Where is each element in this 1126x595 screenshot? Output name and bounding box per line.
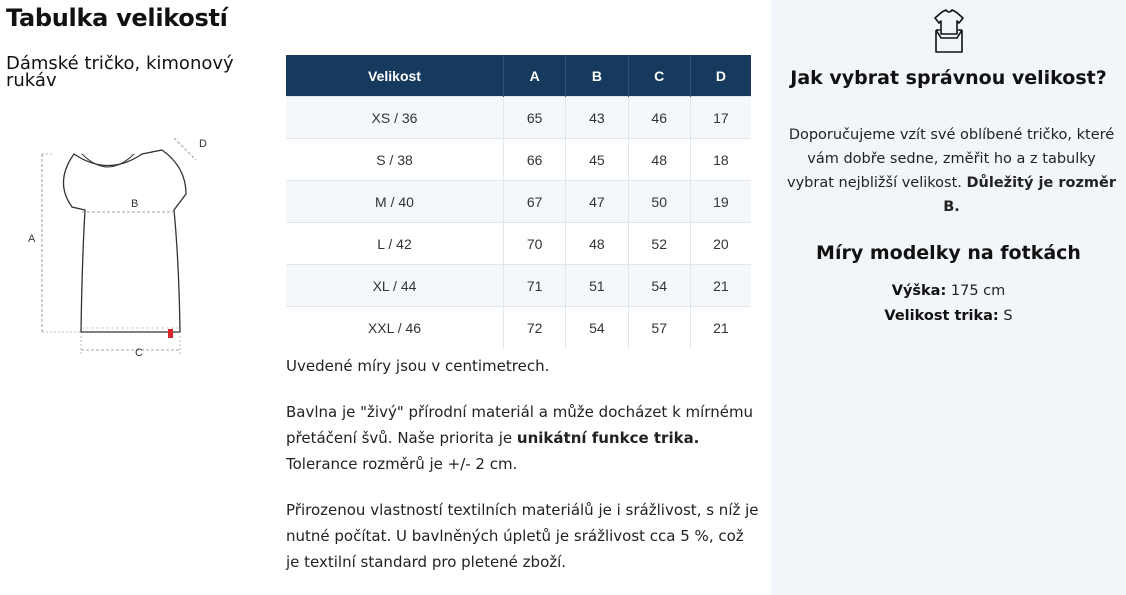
table-cell: 19 (690, 181, 751, 223)
panel-advice-body: Doporučujeme vzít své oblíbené tričko, které vám dobře sedne, změřit ho a z tabulky vybrat nejbližší velikost. (787, 127, 1115, 191)
size-table (286, 55, 751, 348)
table-cell: 57 (628, 307, 690, 349)
table-cell: 54 (566, 307, 628, 349)
model-height (771, 283, 1126, 299)
table-cell: 20 (690, 223, 751, 265)
page-subtitle: Dámské tričko, kimonový rukáv (6, 53, 234, 91)
table-cell: 52 (628, 223, 690, 265)
table-header-cell: Velikost (286, 55, 504, 97)
table-header-cell: D (690, 55, 751, 97)
model-shirt-size (771, 308, 1126, 324)
table-cell: 50 (628, 181, 690, 223)
table-cell: 65 (504, 97, 566, 139)
table-row (286, 307, 751, 349)
table-row (286, 181, 751, 223)
note-cotton-bold: unikátní funkce trika. (516, 429, 700, 447)
table-header-row (286, 55, 751, 97)
model-shirt-size-value: S (998, 308, 1013, 324)
table-cell: 48 (566, 223, 628, 265)
diagram-label-a: A (28, 233, 36, 245)
table-header-cell: C (628, 55, 690, 97)
table-row (286, 223, 751, 265)
note-cotton (286, 399, 761, 477)
page-title: Tabulka velikostí (6, 4, 228, 32)
table-cell: 21 (690, 265, 751, 307)
table-cell: XXL / 46 (286, 307, 504, 349)
diagram-label-b: B (131, 198, 139, 210)
table-cell: 71 (504, 265, 566, 307)
note-cotton-text: Bavlna je "živý" přírodní materiál a může docházet k mírnému přetáčení švů. Naše priorita je (286, 403, 754, 447)
table-cell: 51 (566, 265, 628, 307)
label-tag (168, 329, 173, 338)
table-cell: S / 38 (286, 139, 504, 181)
table-cell: 46 (628, 97, 690, 139)
note-units: Uvedené míry jsou v centimetrech. (286, 357, 550, 375)
panel-advice-text (783, 123, 1120, 219)
table-cell: 17 (690, 97, 751, 139)
note-cotton-tail: Tolerance rozměrů je +/- 2 cm. (286, 455, 518, 473)
table-row (286, 97, 751, 139)
table-row (286, 139, 751, 181)
table-cell: 72 (504, 307, 566, 349)
table-cell: 45 (566, 139, 628, 181)
table-cell: 67 (504, 181, 566, 223)
table-cell: 48 (628, 139, 690, 181)
note-shrinkage: Přirozenou vlastností textilních materiálů je i srážlivost, s níž je nutné počítat. U bavlněných úpletů je srážlivost cca 5 %, což je textilní standard pro pletené zboží. (286, 501, 759, 571)
table-cell: 18 (690, 139, 751, 181)
table-cell: 21 (690, 307, 751, 349)
table-header-cell: A (504, 55, 566, 97)
size-notes (286, 353, 761, 595)
table-cell: 47 (566, 181, 628, 223)
panel-advice-bold: Důležitý je rozměr B. (943, 175, 1116, 215)
table-cell: 54 (628, 265, 690, 307)
model-shirt-size-label: Velikost trika: (884, 308, 999, 324)
table-cell: 70 (504, 223, 566, 265)
table-cell: XS / 36 (286, 97, 504, 139)
model-height-label: Výška: (891, 283, 947, 299)
tshirt-outline (63, 150, 186, 332)
table-cell: L / 42 (286, 223, 504, 265)
diagram-label-d: D (199, 138, 207, 150)
table-cell: M / 40 (286, 181, 504, 223)
panel-title: Jak vybrat správnou velikost? (790, 67, 1107, 89)
size-advice-panel (771, 0, 1126, 595)
table-header-cell: B (566, 55, 628, 97)
model-measurements-title: Míry modelky na fotkách (816, 242, 1081, 264)
tshirt-measurement-diagram (24, 132, 224, 367)
table-cell: 66 (504, 139, 566, 181)
table-cell: XL / 44 (286, 265, 504, 307)
table-row (286, 265, 751, 307)
model-height-value: 175 cm (946, 283, 1006, 299)
table-cell: 43 (566, 97, 628, 139)
diagram-label-c: C (135, 347, 143, 359)
shirt-in-box-icon (933, 8, 965, 54)
